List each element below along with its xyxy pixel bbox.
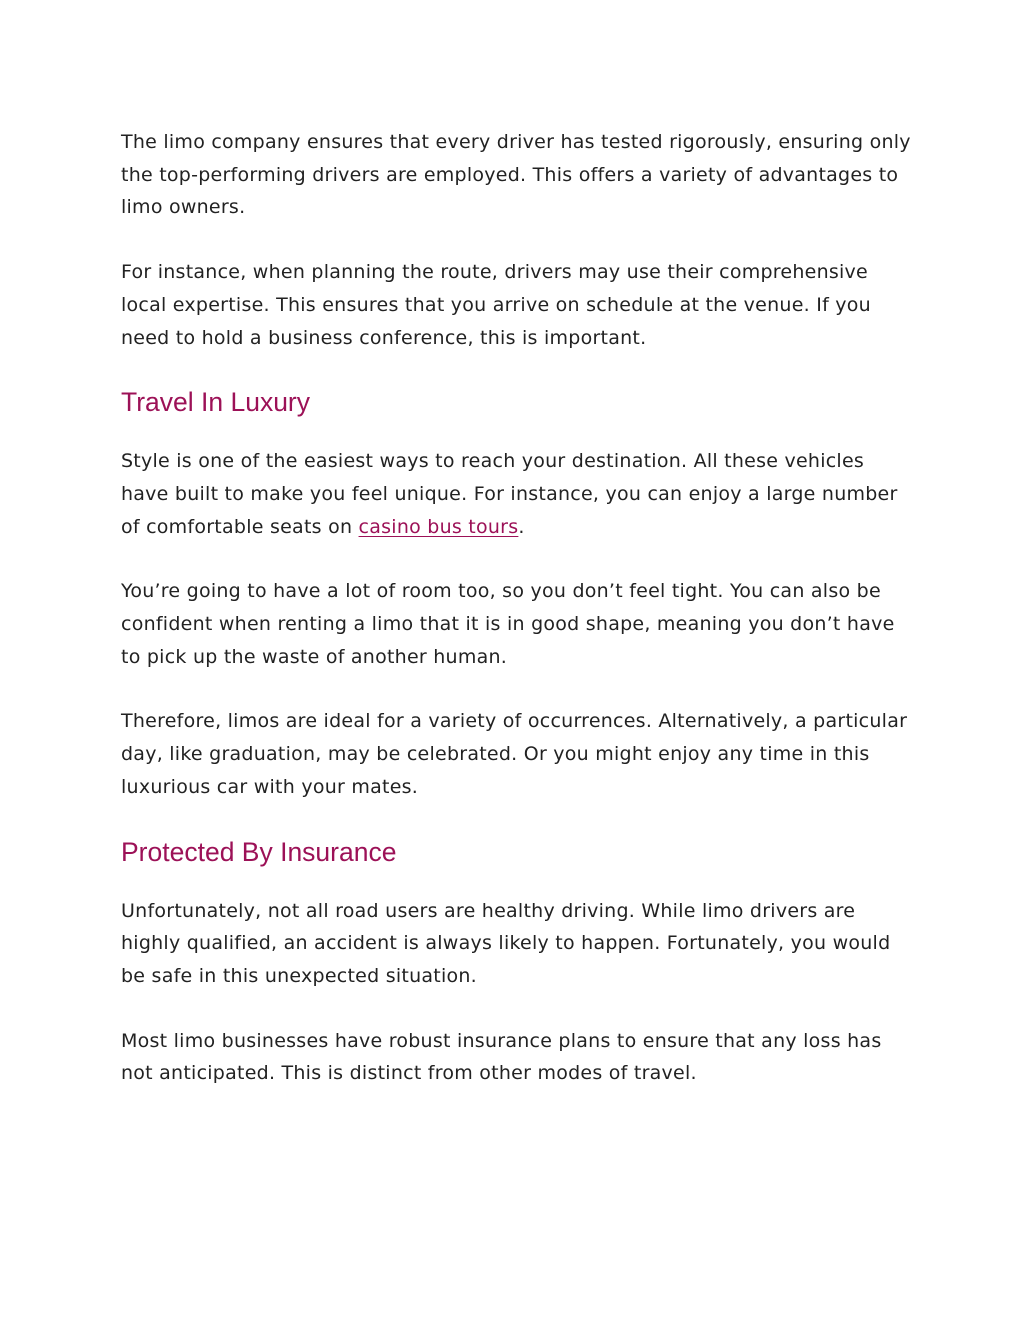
insurance-paragraph-2: Most limo businesses have robust insurance plans to ensure that any loss has not anticipated. This is distinct from other modes of travel. [121,1029,882,1085]
heading-protected-by-insurance: Protected By Insurance [121,836,397,867]
luxury-paragraph-1-text: Style is one of the easiest ways to reach your destination. All these vehicles have built to make you feel unique. For instance, you can enjoy a large number of comfortable seats on [121,450,898,538]
heading-spacer [121,418,911,445]
article-body [121,126,911,1090]
luxury-paragraph-2: You’re going to have a lot of room too, so you don’t feel tight. You can also be confident when renting a limo that it is in good shape, meaning you don’t have to pick up the waste of another human. [121,580,895,668]
paragraph-spacer [121,673,911,705]
intro-paragraph-2: For instance, when planning the route, drivers may use their comprehensive local expertise. This ensures that you arrive on schedule at the venue. If you need to hold a business conference, this is important. [121,261,871,349]
paragraph-spacer [121,224,911,256]
casino-bus-tours-link[interactable]: casino bus tours [358,515,519,538]
section-spacer [121,354,911,386]
heading-travel-in-luxury: Travel In Luxury [121,387,311,418]
luxury-paragraph-1-end: . [518,515,525,538]
paragraph-spacer [121,543,911,575]
heading-spacer [121,868,911,895]
section-spacer [121,804,911,836]
insurance-paragraph-1: Unfortunately, not all road users are healthy driving. While limo drivers are highly qualified, an accident is always likely to happen. Fortunately, you would be safe in this unexpected situation. [121,899,891,987]
luxury-paragraph-1 [121,445,911,543]
intro-paragraph-1: The limo company ensures that every driver has tested rigorously, ensuring only the top-performing drivers are employed. This offers a variety of advantages to limo owners. [121,131,911,219]
paragraph-spacer [121,993,911,1025]
luxury-paragraph-3: Therefore, limos are ideal for a variety of occurrences. Alternatively, a particular day, like graduation, may be celebrated. Or you might enjoy any time in this luxurious car with your mates. [121,710,908,798]
